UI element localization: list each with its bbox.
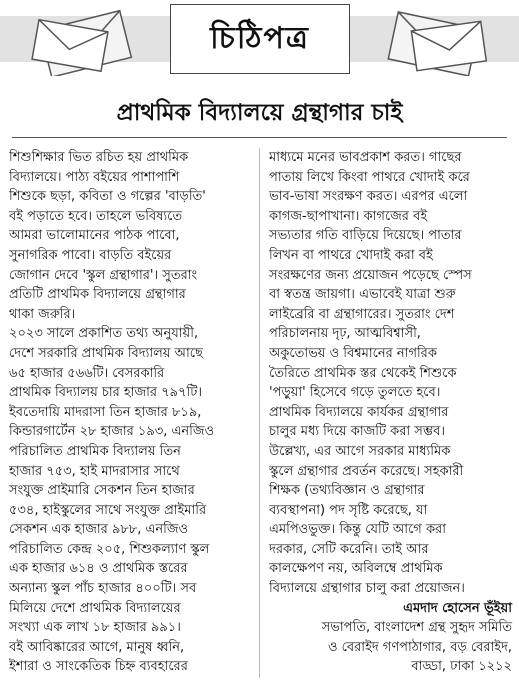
article-text-line: এমপিওভুক্ত। কিন্তু যেটি আগে করা [269,522,446,538]
envelope-icon [379,6,489,76]
article-text-line: তৈরিতে প্রাথমিক স্তর থেকেই শিশুকে [269,365,457,381]
signature-line: সভাপতি, বাংলাদেশ গ্রন্থ সুহৃদ সমিতি [321,620,512,636]
article-text-line: সুনাগরিক পাবো। বাড়তি বইয়ের [9,247,172,263]
article-text-line: আমরা ভালোমানের পাঠক পাবো, [9,228,180,244]
article-text-line: বই আবিষ্কারের আগে, মানুষ ধ্বনি, [9,639,185,655]
article-text-line: প্রতিটি প্রাথমিক বিদ্যালয়ে গ্রন্থাগার [9,287,186,303]
section-banner [0,0,519,86]
signature-name: এমদাদ হোসেন ভূঁইয়া [403,600,512,616]
signature-line: ও বেরাইদ গণপাঠাগার, বড় বেরাইদ, [327,639,512,655]
section-title-box [170,4,350,74]
article-text-line: ৬৫ হাজার ৫৬৬টি। বেসরকারি [9,365,165,381]
article-text-line: প্রাথমিক বিদ্যালয় চার হাজার ৭৯৭টি। [9,385,203,401]
article-text-line: বা স্বতন্ত্র জায়গা। এভাবেই যাত্রা শুরু [269,287,456,303]
article-text-line: বিদ্যালয়ে। পাঠ্য বইয়ের পাশাপাশি [9,169,180,185]
article-text-line: বই পড়াতে হবে। তাহলে ভবিষ্যতে [9,208,183,224]
article-text-line: সেকশন এক হাজার ৯৮৮, এনজিও [9,522,189,538]
article-text-line: বিদ্যালয়ে গ্রন্থাগার চালু করা প্রয়োজন। [269,581,465,597]
article-text-line: দরকার, সেটি করেনি। তাই আর [269,541,429,557]
article-text-line: অন্যান্য স্কুল পাঁচ হাজার ৪০০টি। সব [9,581,197,597]
article-text-line: ইশারা ও সাংকেতিক চিহ্ন ব্যবহারের [9,659,188,675]
article-text-line: ভাব-ভাষা সংরক্ষণ করত। এরপর এলো [269,189,468,205]
article-text-line: শিশুকে ছড়া, কবিতা ও গল্পের 'বাড়তি' [9,189,206,205]
article-text-line: চালুর মধ্য দিয়ে কাজটি করা সম্ভব। [269,424,446,440]
article-text-line: শিশুশিক্ষার ভিত রচিত হয় প্রাথমিক [9,150,189,165]
article-text-line: সংখ্যা এক লাখ ১৮ হাজার ৯৯১। [9,620,181,636]
article-headline: প্রাথমিক বিদ্যালয়ে গ্রন্থাগার চাই [116,100,403,126]
article-text-line: সংযুক্ত প্রাইমারি সেকশন তিন হাজার [9,483,195,499]
article-text-line: জোগান দেবে 'স্কুল গ্রন্থাগার'। সুতরাং [9,267,198,283]
article-text-line: কাগজ-ছাপাখানা। কাগজের বই [269,208,428,224]
article-text-line: ইবতেদায়ি মাদরাসা তিন হাজার ৮১৯, [9,404,202,420]
signature-line: বাড্ডা, ঢাকা ১২১২ [411,659,512,675]
article-text-line: লিখন বা পাথরে খোদাই করা বই [269,247,433,263]
article-text-line: প্রাথমিক বিদ্যালয়ে কার্যকর গ্রন্থাগার [269,404,449,420]
letter-signature [269,599,512,677]
article-text-line: হাজার ৭৫৩, হাই মাদরাসার সাথে [9,463,180,479]
article-text-line: ব্যবস্থাপনা) পদ সৃষ্টি করেছে, যা [269,502,428,518]
article-text-line: পাতায় লিখে কিংবা পাথরে খোদাই করে [269,169,470,185]
article-text-line: স্কুলে গ্রন্থাগার প্রবর্তন করেছে। সহকারী [269,463,464,479]
article-text-line: মিলিয়ে দেশে প্রাথমিক বিদ্যালয়ের [9,600,181,616]
envelope-icon [30,6,140,76]
article-text-line: ৫৩৪, হাইস্কুলের সাথে সংযুক্ত প্রাইমারি [9,502,207,518]
column-divider [259,148,260,678]
article-text-line: শিক্ষক (তথ্যবিজ্ঞান ও গ্রন্থাগার [269,483,425,499]
article-column-right [269,148,512,677]
article-text-line: দেশে সরকারি প্রাথমিক বিদ্যালয় আছে [9,345,203,361]
article-text-line: থাকা জরুরি। [9,306,76,322]
article-text-line: ২০২৩ সালে প্রকাশিত তথ্য অনুযায়ী, [9,326,199,342]
article-text-line: অকুতোভয় ও বিশ্বমানের নাগরিক [269,345,437,361]
article-text-line: উল্লেখ্য, এর আগে সরকার মাধ্যমিক [269,443,451,459]
article-text-line: মাধ্যমে মনের ভাবপ্রকাশ করত। গাছের [269,150,462,165]
article-text-line: সংরক্ষণের জন্য প্রয়োজন পড়েছে স্পেস [269,267,472,283]
article-column-left [9,148,251,677]
article-text-line: লাইব্রেরি বা গ্রন্থাগারের। সুতরাং দেশ [269,306,455,322]
article-text-line: কালক্ষেপণ নয়, অবিলম্বে প্রাথমিক [269,561,443,577]
article-text-line: কিন্ডারগার্টেন ২৮ হাজার ১৯৩, এনজিও [9,424,215,440]
article-text-line: পরিচালনায় দৃঢ়, আত্মবিশ্বাসী, [269,326,421,342]
article-text-line: এক হাজার ৬১৪ ও প্রাথমিক স্তরের [9,561,188,577]
headline-rule [12,137,507,138]
article-text-line: পরিচালিত কেন্দ্র ২০৫, শিশুকল্যাণ স্কুল [9,541,210,557]
article-column-right-text [269,148,512,599]
article-text-line: পরিচালিত প্রাথমিক বিদ্যালয় তিন [9,443,181,459]
article-text-line: সভ্যতার গতি বাড়িয়ে দিয়েছে। পাতার [269,228,462,244]
article-text-line: 'পড়ুয়া' হিসেবে গড়ে তুলতে হবে। [269,385,441,401]
section-title: চিঠিপত্র [210,20,310,56]
